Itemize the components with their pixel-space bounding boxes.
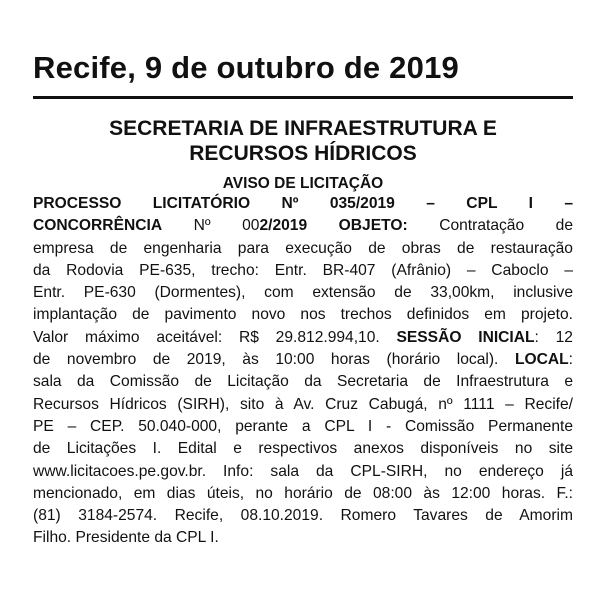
location-label: LOCAL [514,351,569,369]
initial-session-label: SESSÃO INICIAL [396,328,535,346]
session-datetime: de novembro de 2019, às 10:00 horas (horário local). [33,351,515,369]
body-line-3: empresa de engenharia para execução de obras de restauração [33,239,573,257]
notice-body [33,193,573,550]
body-line-14: mencionado, em dias úteis, no horário de 08:00 às 12:00 horas. F.: [33,484,573,502]
object-label: 2/2019 OBJETO: [259,217,408,235]
body-line-11: PE – CEP. 50.040-000, perante a CPL I - Comissão Permanente [33,417,573,435]
object-text-start: Contratação de [407,217,573,235]
body-line-5: Entr. PE-630 (Dormentes), com extensão de 33,00km, inclusive [33,284,573,302]
body-line-9: sala da Comissão de Licitação da Secretaria de Infraestrutura e [33,373,573,391]
body-line-13: www.licitacoes.pe.gov.br. Info: sala da CPL-SIRH, no endereço já [33,462,573,480]
body-line-15: (81) 3184-2574. Recife, 08.10.2019. Romero Tavares de Amorim [33,507,573,525]
body-line-4: da Rodovia PE-635, trecho: Entr. BR-407 (Afrânio) – Caboclo – [33,261,573,279]
modality-label: CONCORRÊNCIA [33,217,163,235]
agency-name [33,116,573,166]
agency-name-line-2: RECURSOS HÍDRICOS [189,142,417,165]
max-value-text: Valor máximo aceitável: R$ 29.812.994,10. [33,328,397,346]
body-line-12: de Licitações I. Edital e respectivos anexos disponíveis no site [33,440,573,458]
notice-title: AVISO DE LICITAÇÃO [222,175,384,192]
number-prefix: Nº 00 [162,217,260,235]
body-line-10: Recursos Hídricos (SIRH), sito à Av. Cruz Cabugá, nº 1111 – Recife/ [33,395,573,413]
body-line-2 [33,215,573,237]
agency-name-line-1: SECRETARIA DE INFRAESTRUTURA E [109,117,497,140]
body-line-7 [33,327,573,349]
header-divider [33,96,573,99]
body-line-6: implantação de pavimento novo nos trechos definidos em projeto. [33,306,573,324]
initial-session-day: : 12 [534,328,573,346]
body-line-1: PROCESSO LICITATÓRIO Nº 035/2019 – CPL I – [33,195,573,212]
body-line-8 [33,349,573,371]
body-line-16: Filho. Presidente da CPL I. [33,529,219,547]
date-header: Recife, 9 de outubro de 2019 [33,50,459,85]
location-colon: : [568,351,573,369]
